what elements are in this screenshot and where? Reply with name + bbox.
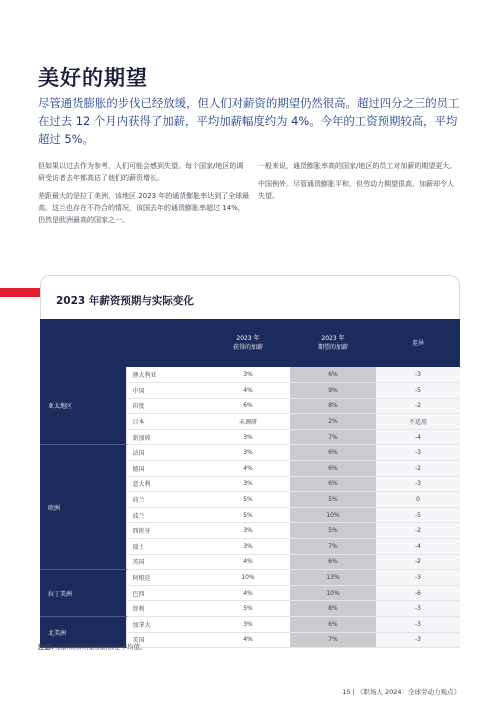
received-raise-cell: 3%: [206, 445, 290, 461]
difference-cell: -4: [376, 539, 460, 555]
received-raise-cell: 未调研: [206, 414, 290, 430]
difference-cell: -3: [376, 632, 460, 648]
country-cell: 荷兰: [126, 492, 206, 508]
difference-cell: -3: [376, 445, 460, 461]
country-cell: 阿根廷: [126, 570, 206, 586]
accent-bar: [0, 288, 40, 297]
salary-table: [40, 319, 460, 648]
received-raise-cell: 5%: [206, 507, 290, 523]
received-raise-cell: 4%: [206, 632, 290, 648]
country-cell: 印度: [126, 398, 206, 414]
table-note: [38, 642, 147, 651]
expected-raise-cell: 6%: [290, 445, 376, 461]
received-raise-cell: 3%: [206, 617, 290, 633]
country-cell: 加拿大: [126, 617, 206, 633]
received-raise-cell: 3%: [206, 539, 290, 555]
country-cell: 意大利: [126, 476, 206, 492]
table-row: [40, 570, 460, 586]
country-cell: 智利: [126, 601, 206, 617]
received-raise-cell: 3%: [206, 429, 290, 445]
header-region: [40, 319, 126, 367]
salary-table-container: [40, 319, 460, 648]
country-cell: 英国: [126, 554, 206, 570]
difference-cell: -4: [376, 429, 460, 445]
country-cell: 瑞士: [126, 539, 206, 555]
table-row: [40, 617, 460, 633]
country-cell: 美国: [126, 632, 206, 648]
difference-cell: -5: [376, 383, 460, 399]
body-paragraph: 中国例外。尽管通货膨胀平和，但劳动力期望很高，加薪却令人失望。: [258, 180, 454, 200]
expected-raise-cell: 10%: [290, 585, 376, 601]
body-column-left: [38, 160, 250, 232]
header-expected: 2023 年 期望的加薪: [290, 319, 376, 367]
table-title: 2023 年薪资预期与实际变化: [56, 295, 194, 307]
expected-raise-cell: 5%: [290, 492, 376, 508]
country-cell: 西班牙: [126, 523, 206, 539]
country-cell: 澳大利亚: [126, 367, 206, 383]
expected-raise-cell: 8%: [290, 601, 376, 617]
difference-cell: -3: [376, 617, 460, 633]
region-label: 欧洲: [40, 445, 126, 570]
header-received: 2023 年 获得的加薪: [206, 319, 290, 367]
country-cell: 巴西: [126, 585, 206, 601]
difference-cell: -3: [376, 570, 460, 586]
received-raise-cell: 3%: [206, 476, 290, 492]
header-country: [126, 319, 206, 367]
body-paragraph: 差距最大的是拉丁美洲，该地区 2023 年的通货膨胀率达到了全球最高。这兰也存在不符合的情况，该国去年的通货膨胀率超过 14%，仍然是欧洲最高的国家之一。: [38, 192, 250, 224]
country-cell: 波兰: [126, 507, 206, 523]
expected-raise-cell: 10%: [290, 507, 376, 523]
table-header-row: [40, 319, 460, 367]
expected-raise-cell: 6%: [290, 476, 376, 492]
country-cell: 新加坡: [126, 429, 206, 445]
difference-cell: -2: [376, 554, 460, 570]
received-raise-cell: 5%: [206, 492, 290, 508]
received-raise-cell: 5%: [206, 601, 290, 617]
table-row: [40, 445, 460, 461]
body-paragraph: 一般来说，通货膨胀率高的国家/地区的员工对加薪的期望更大。: [258, 162, 457, 170]
header-difference: 差异: [376, 319, 460, 367]
difference-cell: -6: [376, 585, 460, 601]
expected-raise-cell: 9%: [290, 383, 376, 399]
region-label: 亚太地区: [40, 367, 126, 445]
body-column-right: [258, 160, 458, 208]
difference-cell: -5: [376, 507, 460, 523]
received-raise-cell: 6%: [206, 398, 290, 414]
country-cell: 德国: [126, 461, 206, 477]
expected-raise-cell: 5%: [290, 523, 376, 539]
difference-cell: -3: [376, 601, 460, 617]
difference-cell: -2: [376, 523, 460, 539]
expected-raise-cell: 7%: [290, 429, 376, 445]
received-raise-cell: 3%: [206, 523, 290, 539]
received-raise-cell: 4%: [206, 585, 290, 601]
expected-raise-cell: 7%: [290, 539, 376, 555]
page-footer: 15 | 《职场人 2024：全球劳动力观点》: [342, 688, 460, 696]
body-paragraph: 但如果以过去作为参考，人们可能会感到失望。每个国家/地区的调研受访者去年都高估了他们的薪资增长。: [38, 162, 244, 182]
expected-raise-cell: 6%: [290, 554, 376, 570]
difference-cell: -3: [376, 476, 460, 492]
lead-paragraph: 尽管通货膨胀的步伐已经放缓，但人们对薪资的期望仍然很高。超过四分之三的员工在过去 12 个月内获得了加薪，平均加薪幅度约为 4%。今年的工资预期较高，平均超过 5%。: [38, 96, 460, 146]
page-title: 美好的期望: [38, 66, 148, 90]
region-label: 拉丁美洲: [40, 570, 126, 617]
received-raise-cell: 4%: [206, 383, 290, 399]
difference-cell: -2: [376, 461, 460, 477]
expected-raise-cell: 2%: [290, 414, 376, 430]
received-raise-cell: 4%: [206, 554, 290, 570]
expected-raise-cell: 6%: [290, 617, 376, 633]
difference-cell: -3: [376, 367, 460, 383]
note-label: 注意:: [38, 643, 54, 651]
received-raise-cell: 3%: [206, 367, 290, 383]
received-raise-cell: 10%: [206, 570, 290, 586]
expected-raise-cell: 8%: [290, 398, 376, 414]
difference-cell: 不适用: [376, 414, 460, 430]
expected-raise-cell: 6%: [290, 367, 376, 383]
difference-cell: -2: [376, 398, 460, 414]
expected-raise-cell: 6%: [290, 461, 376, 477]
expected-raise-cell: 7%: [290, 632, 376, 648]
difference-cell: 0: [376, 492, 460, 508]
region-label: 北美洲: [40, 617, 126, 648]
country-cell: 中国: [126, 383, 206, 399]
note-text: 加薪数和期望加薪数是平均值。: [53, 643, 147, 651]
country-cell: 日本: [126, 414, 206, 430]
received-raise-cell: 4%: [206, 461, 290, 477]
table-row: [40, 367, 460, 383]
expected-raise-cell: 13%: [290, 570, 376, 586]
country-cell: 法国: [126, 445, 206, 461]
